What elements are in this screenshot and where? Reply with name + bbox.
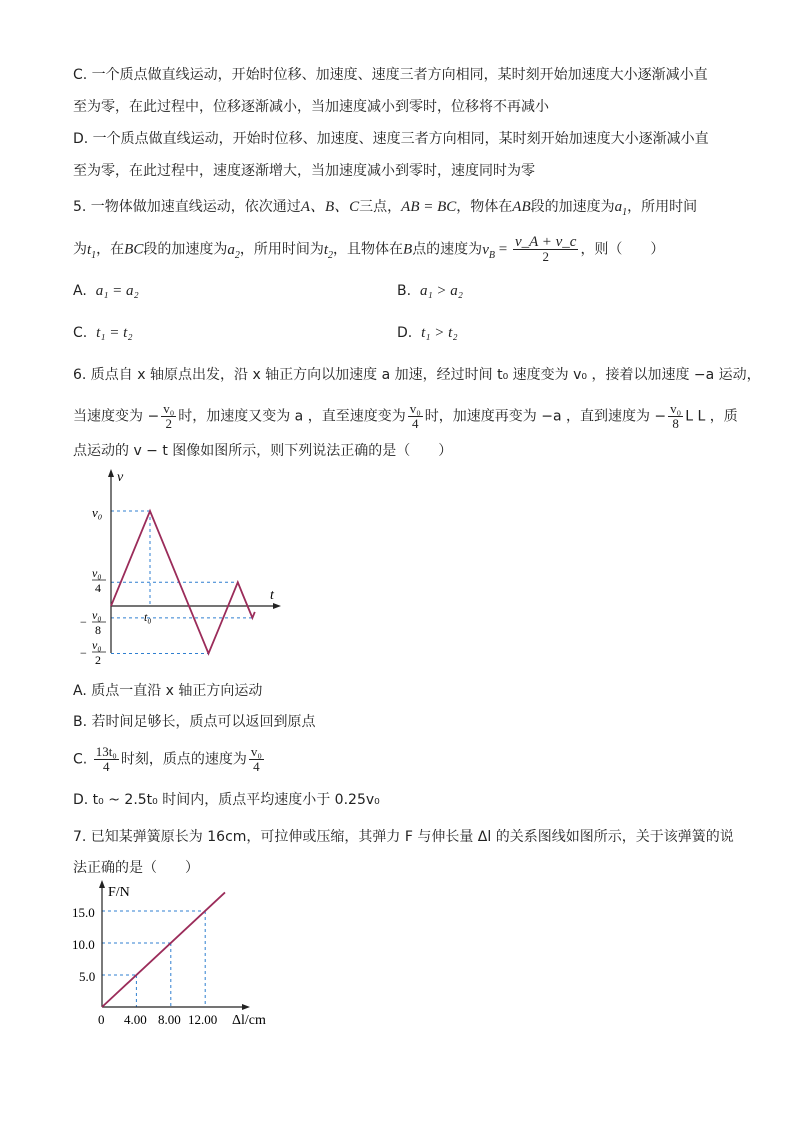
q6-label-v0-2-num: v₀ bbox=[92, 638, 102, 652]
q6-label-v0-4-den: 4 bbox=[95, 581, 101, 595]
q7-stem-line2: 法正确的是（ ） bbox=[73, 860, 199, 876]
q7-y-tick-10: 10.0 bbox=[72, 937, 95, 952]
svg-text:−: − bbox=[80, 615, 87, 629]
q6-option-d: D. t₀ ~ 2.5t₀ 时间内，质点平均速度小于 0.25v₀ bbox=[73, 792, 380, 808]
q7-y-tick-15: 15.0 bbox=[72, 905, 95, 920]
q5-option-d: D. t₁ > t₂ bbox=[397, 325, 458, 341]
q6-stem-line2: 当速度变为 − $\frac{\text{v₀}}{2}$ 时，加速度又变为 a ，直至速度变为 $\frac{\text{v₀}}{4}$ 时，加速度再变为 −a ，直到速度为 − $\frac{\text{v₀}}{8}$ L L ，质 bbox=[73, 401, 738, 431]
q5-stem-line2: 为$t_1$，在BC段的加速度为$a_2$，所用时间为$t_2$，且物体在B点的速度为$v_B$ = $\frac{v\_A + v\_c}{2}$ ，则（ ） bbox=[73, 234, 665, 264]
q6-label-v0-4-num: v₀ bbox=[92, 566, 102, 580]
q5-fraction: $\frac{v\_A + v\_c}{2}$ bbox=[514, 234, 577, 264]
q6-label-v0-8-num: v₀ bbox=[92, 608, 102, 622]
q6-t-axis-label: t bbox=[270, 588, 274, 603]
q6-label-v0-8-den: 8 bbox=[95, 623, 101, 637]
q4-option-c-line1: C. 一个质点做直线运动，开始时位移、加速度、速度三者方向相同，某时刻开始加速度大小逐渐减小直 bbox=[73, 67, 708, 83]
svg-text:−: − bbox=[80, 646, 87, 660]
q7-x-tick-8: 8.00 bbox=[158, 1012, 181, 1027]
q7-dl-axis-label: Δl/cm bbox=[232, 1013, 266, 1028]
q6-stem-line3: 点运动的 v − t 图像如图所示，则下列说法正确的是（ ） bbox=[73, 443, 453, 459]
q6-option-b: B. 若时间足够长，质点可以返回到原点 bbox=[73, 714, 316, 730]
q6-vt-graph bbox=[70, 465, 290, 675]
q5-option-a: A. a₁ = a₂ bbox=[73, 283, 139, 299]
q6-label-t0: t₀ bbox=[144, 610, 152, 624]
q6-stem-line1: 6. 质点自 x 轴原点出发，沿 x 轴正方向以加速度 a 加速，经过时间 t₀ 速度变为 v₀ ，接着以加速度 −a 运动， bbox=[73, 367, 761, 383]
q4-option-d-line1: D. 一个质点做直线运动，开始时位移、加速度、速度三者方向相同，某时刻开始加速度大小逐渐减小直 bbox=[73, 131, 709, 147]
q7-origin-label: 0 bbox=[98, 1012, 105, 1027]
q4-option-c-line2: 至为零，在此过程中，位移逐渐减小，当加速度减小到零时，位移将不再减小 bbox=[73, 99, 549, 115]
q7-force-line bbox=[102, 892, 225, 1007]
q4-option-d-line2: 至为零，在此过程中，速度逐渐增大，当加速度减小到零时，速度同时为零 bbox=[73, 163, 535, 179]
q7-x-tick-12: 12.00 bbox=[188, 1012, 218, 1027]
q6-label-v0-2-den: 2 bbox=[95, 653, 101, 667]
q5-option-c: C. t₁ = t₂ bbox=[73, 325, 133, 341]
q6-v-axis-label: v bbox=[117, 470, 124, 485]
q7-force-graph bbox=[70, 876, 285, 1036]
q6-label-v0: v₀ bbox=[92, 505, 103, 520]
q6-option-a: A. 质点一直沿 x 轴正方向运动 bbox=[73, 683, 263, 699]
q5-stem-line1: 5. 一物体做加速直线运动，依次通过A、B、C三点，AB = BC，物体在AB段的加速度为$a_1$，所用时间 bbox=[73, 199, 698, 218]
q7-f-arrow bbox=[99, 880, 105, 888]
q6-option-c: C. $\frac{\text{13t₀}}{4}$ 时刻，质点的速度为 $\frac{\text{v₀}}{4}$ bbox=[73, 744, 262, 774]
q7-x-tick-4: 4.00 bbox=[124, 1012, 147, 1027]
q7-f-axis-label: F/N bbox=[108, 885, 130, 900]
q5-option-b: B. a₁ > a₂ bbox=[397, 283, 464, 299]
q7-stem-line1: 7. 已知某弹簧原长为 16cm，可拉伸或压缩，其弹力 F 与伸长量 Δl 的关系图线如图所示，关于该弹簧的说 bbox=[73, 829, 734, 845]
q6-t-arrow bbox=[273, 603, 281, 609]
q6-v-arrow bbox=[108, 469, 114, 477]
q7-y-tick-5: 5.0 bbox=[79, 969, 96, 984]
q7-dl-arrow bbox=[242, 1004, 250, 1010]
